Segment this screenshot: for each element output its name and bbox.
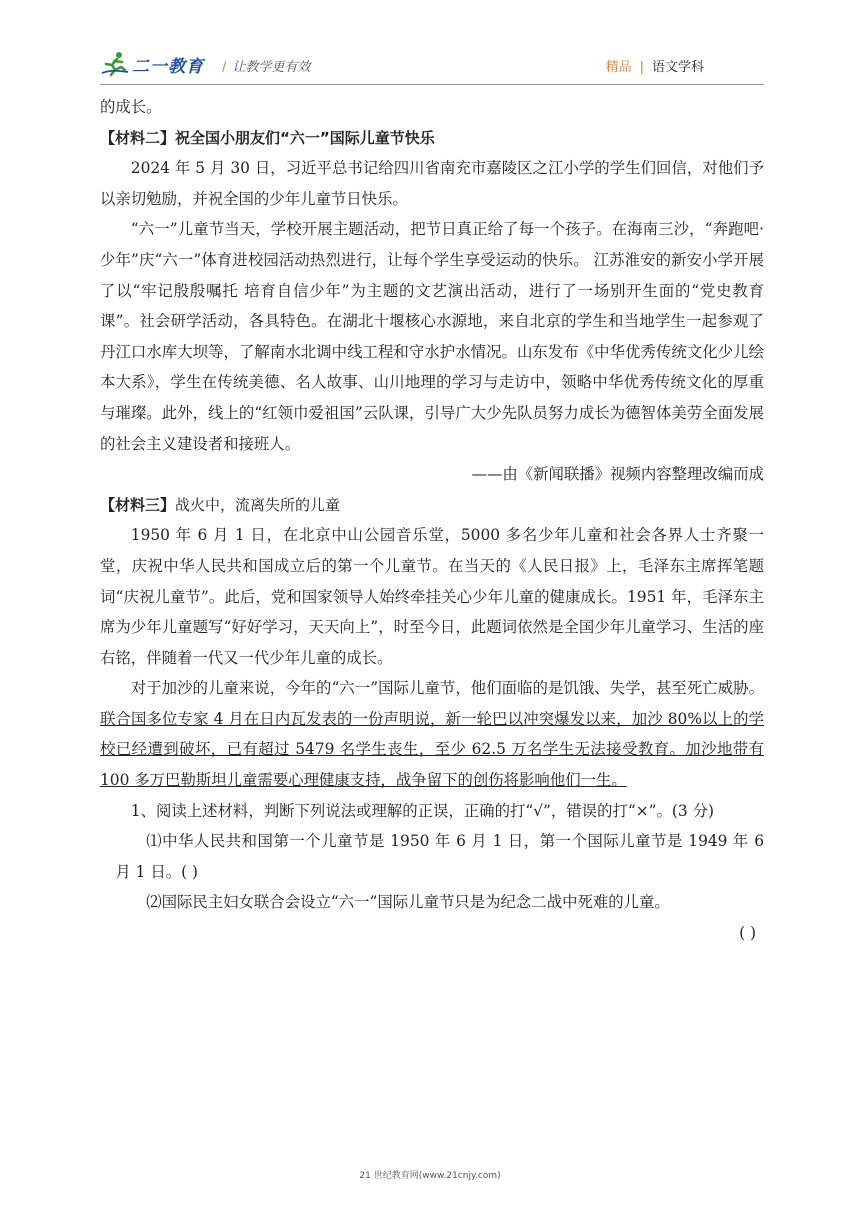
- source-citation: ——由《新闻联播》视频内容整理改编而成: [471, 465, 764, 484]
- material-3-heading: [100, 490, 764, 521]
- logo-text: 二一教育: [132, 56, 204, 77]
- paragraph-continuation: 的成长。: [100, 98, 162, 116]
- paragraph-text: 对于加沙的儿童来说，今年的“六一”国际儿童节，他们面临的是饥饿、失学，甚至死亡威胁。: [130, 679, 764, 698]
- page-header: [100, 44, 764, 88]
- paragraph: 1950 年 6 月 1 日，在北京中山公园音乐堂，5000 多名少年儿童和社会各界人士齐聚一堂，庆祝中华人民共和国成立后的第一个儿童节。在当天的《人民日报》上，毛泽东主席挥笔题词“庆祝儿童节”。此后，党和国家领导人始终牵挂关心少年儿童的健康成长。1951 年，毛泽东主席为少年儿童题写“好好学习，天天向上”，时至今日，此题词依然是全国少年儿童学习、生活的座右铭，伴随着一代又一代少年儿童的成长。: [100, 526, 764, 667]
- site-logo[interactable]: [100, 50, 204, 78]
- vertical-divider: |: [639, 60, 644, 75]
- slogan-text: 让教学更有效: [232, 60, 311, 75]
- material-3-title: 战火中，流离失所的儿童: [175, 495, 341, 514]
- question-1: 1、阅读上述材料，判断下列说法或理解的正误，正确的打“√”，错误的打“×”。(3 分): [130, 801, 714, 820]
- slash-divider: /: [222, 60, 227, 75]
- question-1-item-2: ⑵国际民主妇女联合会设立“六一”国际儿童节只是为纪念二战中死难的儿童。: [146, 893, 670, 912]
- running-man-logo-icon: [100, 51, 130, 77]
- slogan: [222, 56, 310, 75]
- paragraph: [100, 673, 764, 795]
- page-footer: 21 世纪教育网(www.21cnjy.com): [359, 1171, 501, 1181]
- answer-blank[interactable]: ( ): [739, 924, 756, 943]
- subject-label: [606, 56, 704, 75]
- material-2-heading: 【材料二】祝全国小朋友们“六一”国际儿童节快乐: [100, 128, 435, 147]
- question-1-item-1: ⑴中华人民共和国第一个儿童节是 1950 年 6 月 1 日，第一个国际儿童节是 1949 年 6 月 1 日。( ): [115, 832, 764, 881]
- paragraph: 2024 年 5 月 30 日，习近平总书记给四川省南充市嘉陵区之江小学的学生们回信，对他们予以亲切勉励，并祝全国的少年儿童节日快乐。: [100, 159, 764, 208]
- header-divider: [100, 84, 764, 85]
- material-3-label: 【材料三】: [100, 495, 176, 514]
- document-body: [100, 92, 764, 949]
- badge-premium: 精品: [605, 60, 632, 75]
- paragraph: “六一”儿童节当天，学校开展主题活动，把节日真正给了每一个孩子。在海南三沙，“奔跑吧·少年”庆“六一”体育进校园活动热烈进行，让每个学生享受运动的快乐。 江苏淮安的新安小学开展了以“牢记殷殷嘱托 培育自信少年”为主题的文艺演出活动，进行了一场别开生面的“党史教育课”。社会研学活动，各具特色。在湖北十堰核心水源地，来自北京的学生和当地学生一起参观了丹江口水库大坝等，了解南水北调中线工程和守水护水情况。山东发布《中华优秀传统文化少儿绘本大系》，学生在传统美德、名人故事、山川地理的学习与走访中，领略中华优秀传统文化的厚重与璀璨。此外，线上的“红领巾爱祖国”云队课，引导广大少先队员努力成长为德智体美劳全面发展的社会主义建设者和接班人。: [100, 220, 764, 453]
- badge-subject: 语文学科: [651, 60, 704, 75]
- underlined-text: 联合国多位专家 4 月在日内瓦发表的一份声明说，新一轮巴以冲突爆发以来，加沙 80%以上的学校已经遭到破坏，已有超过 5479 名学生丧生，至少 62.5 万名学生无法接受教育。加沙地带有 100 多万巴勒斯坦儿童需要心理健康支持，战争留下的创伤将影响他们一生。: [100, 709, 764, 790]
